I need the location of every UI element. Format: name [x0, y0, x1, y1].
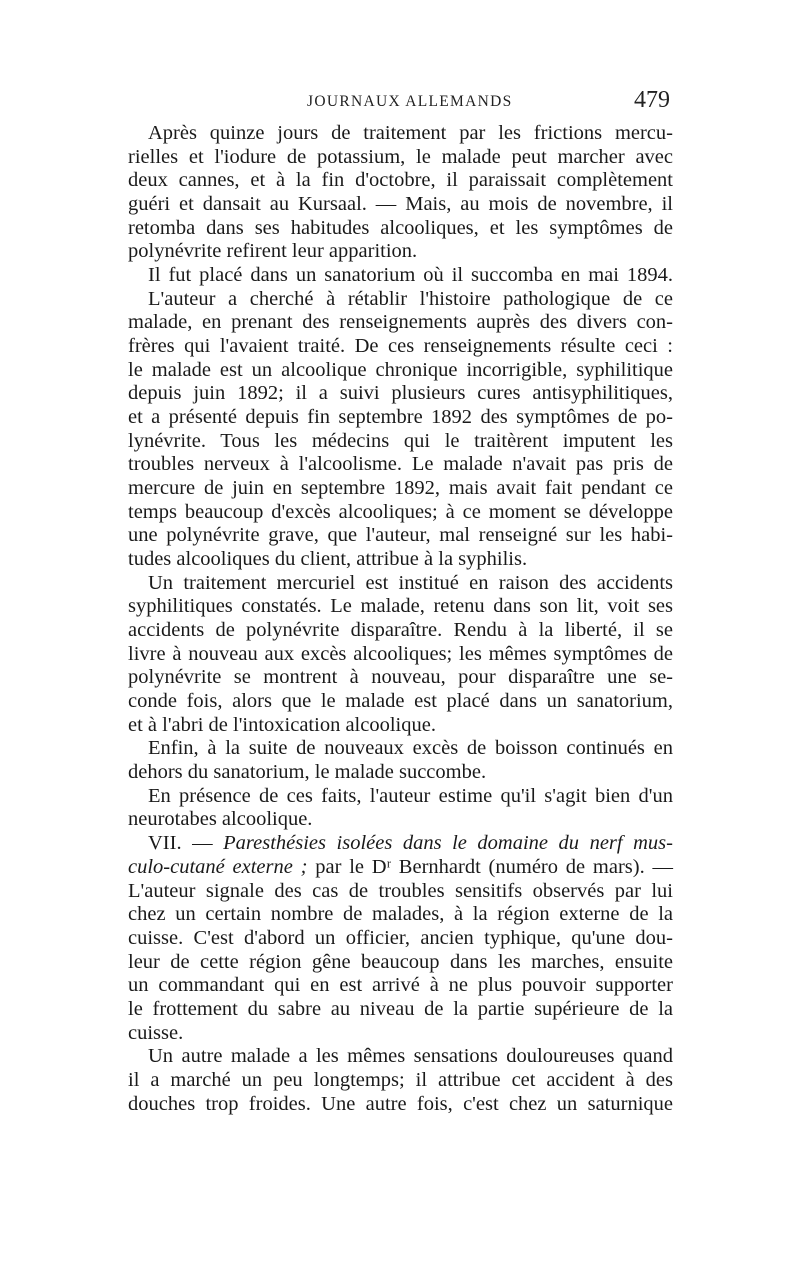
text-line: chez un certain nombre de malades, à la région externe de la [128, 903, 673, 926]
text-line: un commandant qui en est arrivé à ne plus pouvoir supporter [128, 974, 673, 997]
text-line: En présence de ces faits, l'auteur estime qu'il s'agit bien d'un [148, 784, 673, 807]
page-number: 479 [634, 87, 670, 113]
text-line: livre à nouveau aux excès alcooliques; les mêmes symptômes de [128, 642, 673, 665]
text-line: depuis juin 1892; il a suivi plusieurs cures antisyphilitiques, [128, 382, 673, 405]
text-line: conde fois, alors que le malade est placé dans un sanatorium, [128, 690, 673, 713]
text-line: mercure de juin en septembre 1892, mais avait fait pendant ce [128, 477, 673, 500]
text-line: guéri et dansait au Kursaal. — Mais, au mois de novembre, il [128, 193, 673, 216]
text-line: douches trop froides. Une autre fois, c'est chez un saturnique [128, 1092, 673, 1115]
body-text [128, 122, 673, 1116]
text-line: Il fut placé dans un sanatorium où il succomba en mai 1894. [148, 264, 673, 287]
text-line: syphilitiques constatés. Le malade, retenu dans son lit, voit ses [128, 595, 673, 618]
text-line: L'auteur a cherché à rétablir l'histoire pathologique de ce [148, 287, 673, 310]
text-line: dehors du sanatorium, le malade succombe. [128, 761, 487, 784]
text-line: deux cannes, et à la fin d'octobre, il paraissait complètement [128, 169, 673, 192]
text-line: temps beaucoup d'excès alcooliques; à ce moment se développe [128, 500, 673, 523]
text-line: cuisse. [128, 1021, 184, 1044]
text-line: et à l'abri de l'intoxication alcoolique. [128, 713, 436, 736]
text-line: retomba dans ses habitudes alcooliques, et les symptômes de [128, 216, 673, 239]
text-line: le frottement du sabre au niveau de la partie supérieure de la [128, 997, 673, 1020]
text-line: tudes alcooliques du client, attribue à la syphilis. [128, 548, 528, 571]
text-line: polynévrite refirent leur apparition. [128, 240, 418, 263]
text-line: cuisse. C'est d'abord un officier, ancien typhique, qu'une dou- [128, 926, 673, 949]
text-line: Un autre malade a les mêmes sensations douloureuses quand [148, 1045, 673, 1068]
italic-segment: Paresthésies isolées dans le domaine du nerf mus- [223, 832, 673, 855]
text-line: troubles nerveux à l'alcoolisme. Le malade n'avait pas pris de [128, 453, 673, 476]
text-line: Enfin, à la suite de nouveaux excès de boisson continués en [148, 737, 673, 760]
text-line: le malade est un alcoolique chronique incorrigible, syphilitique [128, 358, 673, 381]
text-line: leur de cette région gêne beaucoup dans les marches, ensuite [128, 950, 673, 973]
text-line: frères qui l'avaient traité. De ces renseignements résulte ceci : [128, 335, 673, 358]
text-line: malade, en prenant des renseignements auprès des divers con- [128, 311, 673, 334]
text-line: il a marché un peu longtemps; il attribue cet accident à des [128, 1068, 673, 1091]
running-title: JOURNAUX ALLEMANDS [307, 93, 513, 110]
page-header [0, 87, 800, 117]
text-line: Après quinze jours de traitement par les frictions mercu- [148, 122, 673, 144]
text-line: rielles et l'iodure de potassium, le malade peut marcher avec [128, 145, 673, 168]
text-line: accidents de polynévrite disparaître. Rendu à la liberté, il se [128, 619, 673, 642]
text-segment: VII. — [148, 832, 224, 855]
text-line: polynévrite se montrent à nouveau, pour disparaître une se- [128, 666, 673, 689]
text-line: Un traitement mercuriel est institué en raison des accidents [148, 571, 673, 594]
text-line: une polynévrite grave, que l'auteur, mal renseigné sur les habi- [128, 524, 673, 547]
text-line: neurotabes alcoolique. [128, 808, 313, 831]
italic-segment: culo-cutané externe ; [128, 855, 308, 878]
text-line: lynévrite. Tous les médecins qui le traitèrent imputent les [128, 429, 673, 452]
text-segment: par le Dʳ Bernhardt (numéro de mars). — [307, 855, 673, 878]
text-line: et a présenté depuis fin septembre 1892 des symptômes de po- [128, 406, 673, 429]
text-line [128, 832, 673, 856]
text-line: L'auteur signale des cas de troubles sensitifs observés par lui [128, 879, 673, 902]
text-line [128, 856, 673, 880]
